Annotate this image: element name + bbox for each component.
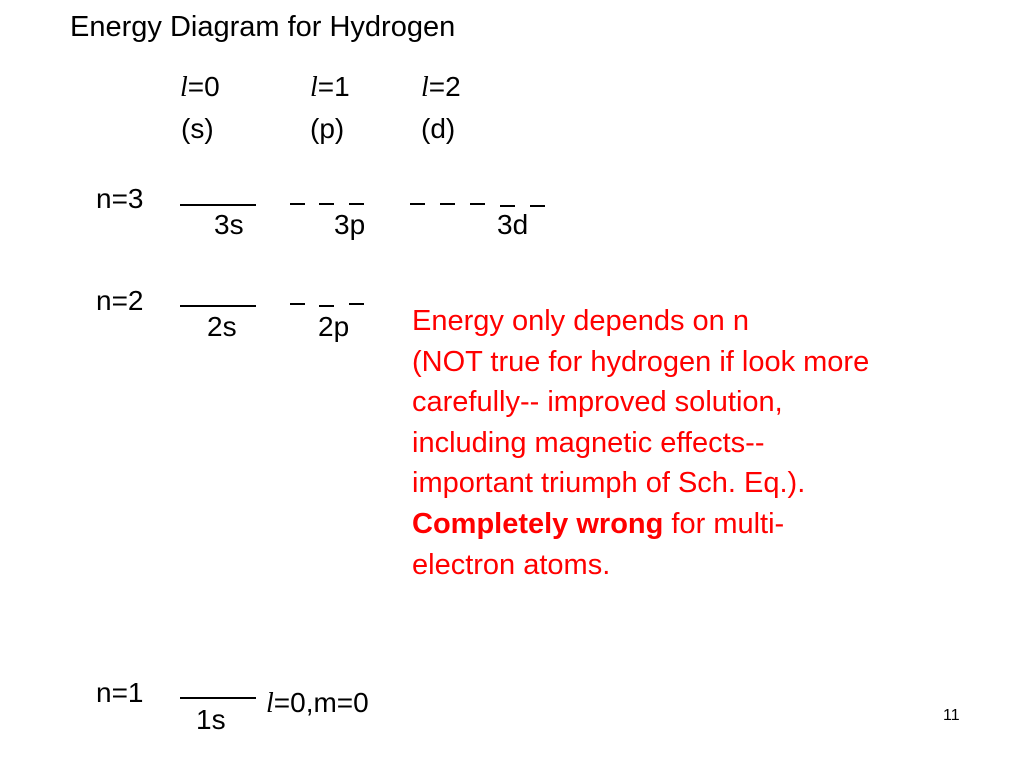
l-symbol: l [310,72,318,103]
orbital-line-1s [180,697,256,699]
orbital-line-2s [180,305,256,307]
orbital-label-2p: 2p [318,311,350,342]
page-number: 11 [943,707,960,724]
orbital-line-3p-2 [319,203,334,205]
orbital-line-2p-3 [349,303,364,305]
column-header-l0 [180,70,220,105]
annotation-text [412,301,972,585]
orbital-line-3d-2 [440,203,455,205]
orbital-line-3d-4 [500,205,515,207]
orbital-line-2p-1 [290,303,305,305]
l-symbol: l [180,72,188,103]
column-label-p: (p) [310,113,345,144]
annotation-bold: Completely wrong [412,507,664,540]
l-symbol: l [421,72,429,103]
ground-state-note [266,686,369,721]
annotation-line: including magnetic effects-- [412,426,765,459]
l-symbol: l [266,688,274,719]
orbital-label-2s: 2s [207,311,237,342]
orbital-line-3d-5 [530,205,545,207]
column-header-l1 [310,70,350,105]
level-label-n3: n=3 [96,183,144,214]
orbital-label-3d: 3d [497,209,529,240]
orbital-line-2p-2 [319,305,334,307]
column-header-l2 [421,70,461,105]
column-label-d: (d) [421,113,456,144]
level-label-n2: n=2 [96,285,144,316]
orbital-line-3s [180,204,256,206]
annotation-line: (NOT true for hydrogen if look more [412,345,870,378]
orbital-line-3d-1 [410,203,425,205]
l-value: =0 [187,71,220,102]
orbital-line-3d-3 [470,203,485,205]
annotation-after-bold: for multi- [663,507,785,540]
orbital-line-3p-1 [290,203,305,205]
annotation-line: carefully-- improved solution, [412,386,783,419]
annotation-line: Energy only depends on n [412,305,749,337]
ground-state-values: =0,m=0 [273,687,369,718]
page-title: Energy Diagram for Hydrogen [70,11,456,43]
l-value: =2 [428,71,461,102]
orbital-label-1s: 1s [196,704,226,735]
orbital-label-3p: 3p [334,209,366,240]
orbital-line-3p-3 [349,203,364,205]
annotation-line: electron atoms. [412,548,611,581]
orbital-label-3s: 3s [214,209,244,240]
annotation-line: important triumph of Sch. Eq.). [412,467,806,500]
level-label-n1: n=1 [96,677,144,708]
column-label-s: (s) [181,113,214,144]
annotation-line [412,504,972,545]
l-value: =1 [317,71,350,102]
